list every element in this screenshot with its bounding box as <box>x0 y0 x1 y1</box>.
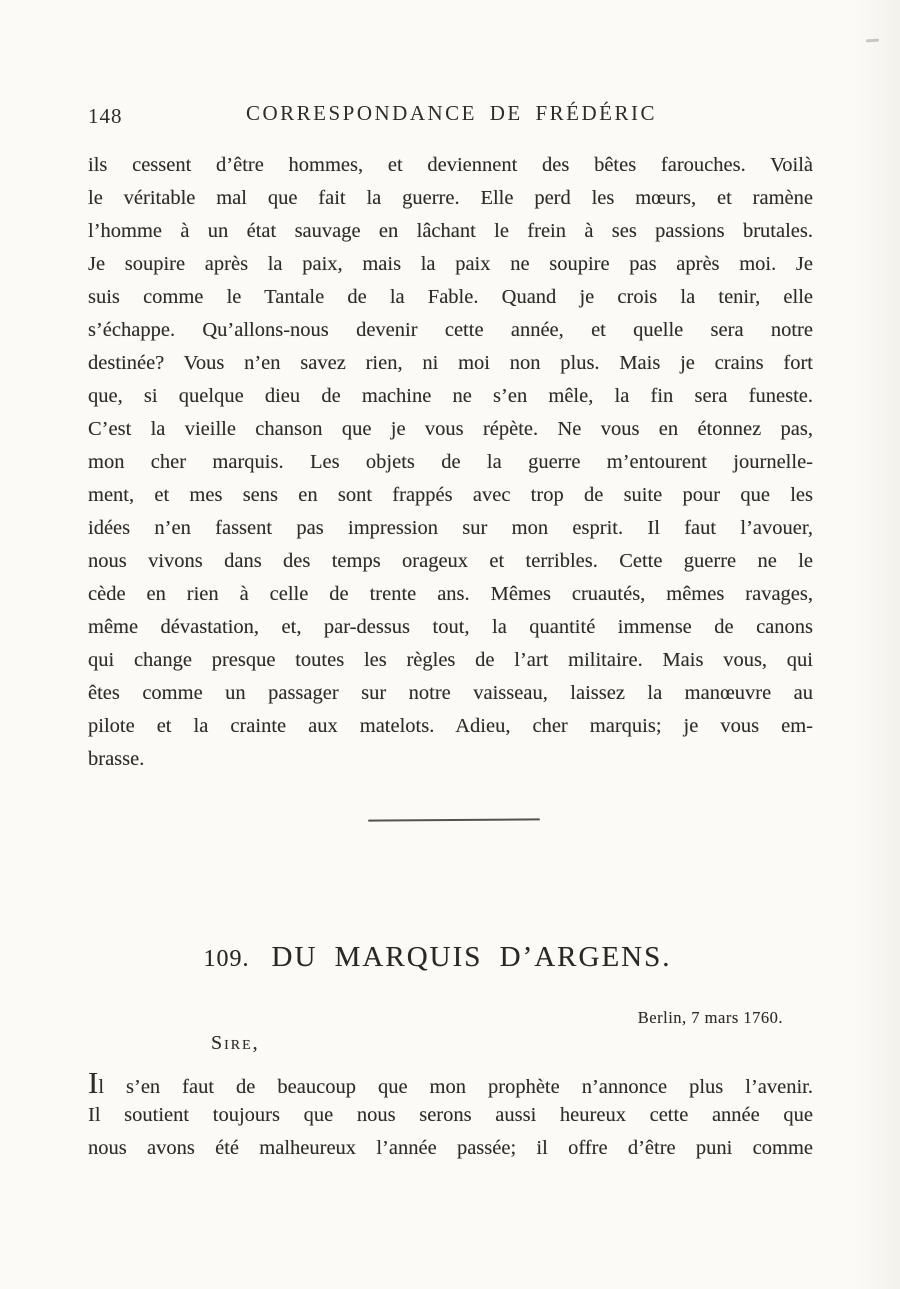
section-divider-rule <box>368 818 540 821</box>
text-line: s’échappe. Qu’allons-nous devenir cette année, et quelle sera notre <box>88 319 813 341</box>
text-line: que, si quelque dieu de machine ne s’en mêle, la fin sera funeste. <box>88 385 813 407</box>
text-line: destinée? Vous n’en savez rien, ni moi non plus. Mais je crains fort <box>88 352 813 374</box>
text-line: C’est la vieille chanson que je vous répète. Ne vous en étonnez pas, <box>88 418 813 440</box>
letter-title: DU MARQUIS D’ARGENS. <box>271 941 672 973</box>
letter-body-start <box>88 1066 813 1165</box>
text-line: Il s’en faut de beaucoup que mon prophète n’annonce plus l’avenir. <box>88 1065 813 1100</box>
text-line: nous vivons dans des temps orageux et terribles. Cette guerre ne le <box>88 550 813 572</box>
running-head <box>88 101 815 133</box>
text-line: Je soupire après la paix, mais la paix ne soupire pas après moi. Je <box>88 253 813 275</box>
text-line: Il soutient toujours que nous serons aussi heureux cette année que <box>88 1104 813 1126</box>
text-line: l’homme à un état sauvage en lâchant le frein à ses passions brutales. <box>88 220 813 242</box>
text-line: ils cessent d’être hommes, et deviennent des bêtes farouches. Voilà <box>88 154 813 176</box>
text-line: le véritable mal que fait la guerre. Elle perd les mœurs, et ramène <box>88 187 813 209</box>
text-line: mon cher marquis. Les objets de la guerre m’entourent journelle- <box>88 451 813 473</box>
text-line: même dévastation, et, par-dessus tout, la quantité immense de canons <box>88 616 813 638</box>
scan-artifact-speck <box>866 39 879 43</box>
text-line: pilote et la crainte aux matelots. Adieu, cher marquis; je vous em- <box>88 715 813 737</box>
salutation: Sire, <box>211 1032 260 1054</box>
letter-heading <box>60 941 815 974</box>
running-title: CORRESPONDANCE DE FRÉDÉRIC <box>245 101 658 125</box>
text-line: ment, et mes sens en sont frappés avec trop de suite pour que les <box>88 484 813 506</box>
text-line: brasse. <box>88 748 145 770</box>
text-line: suis comme le Tantale de la Fable. Quand je crois la tenir, elle <box>88 286 813 308</box>
text-line: idées n’en fassent pas impression sur mon esprit. Il faut l’avouer, <box>88 517 813 539</box>
page-number: 148 <box>88 104 123 128</box>
text-line: cède en rien à celle de trente ans. Mêmes cruautés, mêmes ravages, <box>88 583 813 605</box>
text-line: êtes comme un passager sur notre vaisseau, laissez la manœuvre au <box>88 682 813 704</box>
letter-number: 109. <box>203 946 250 972</box>
text-line: qui change presque toutes les règles de l’art militaire. Mais vous, qui <box>88 649 813 671</box>
text-line: nous avons été malheureux l’année passée; il offre d’être puni comme <box>88 1137 813 1159</box>
letter-body-end <box>88 149 813 776</box>
dateline: Berlin, 7 mars 1760. <box>637 1008 783 1027</box>
